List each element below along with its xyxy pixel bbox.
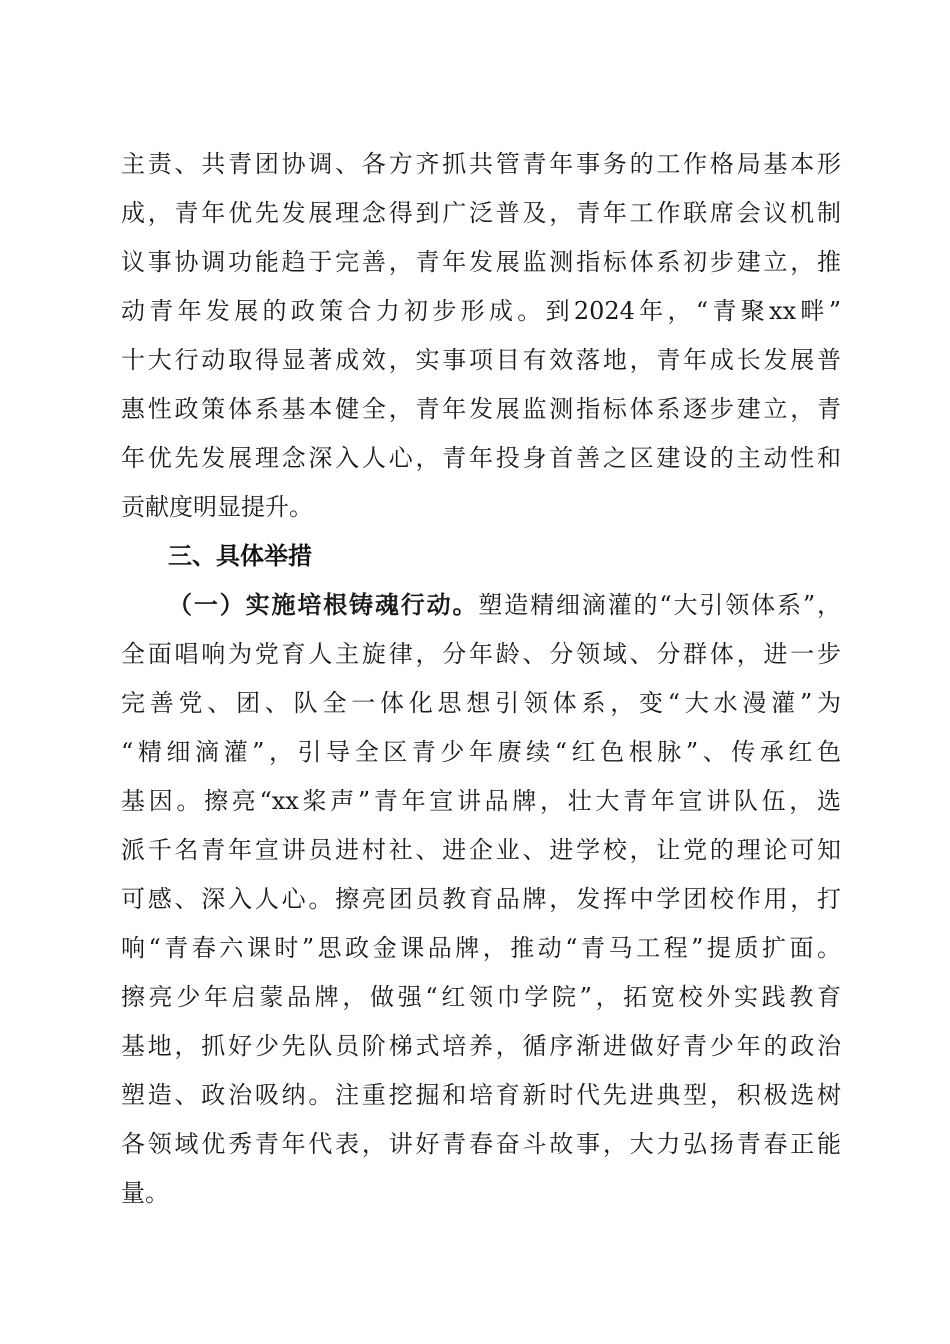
paragraph2-line-4: “精细滴灌”，引导全区青少年赓续“红色根脉”、传承红色 bbox=[121, 738, 841, 766]
paragraph1-line-1: 主责、共青团协调、各方齐抓共管青年事务的工作格局基本形 bbox=[121, 150, 841, 178]
paragraph2-first-line-text: 塑造精细滴灌的“大引领体系”， bbox=[478, 591, 842, 619]
paragraph2-line-7: 可感、深入人心。擦亮团员教育品牌，发挥中学团校作用，打 bbox=[121, 885, 841, 913]
paragraph1-line-2: 成，青年优先发展理念得到广泛普及，青年工作联席会议机制 bbox=[121, 199, 841, 227]
paragraph2-line-11: 塑造、政治吸纳。注重挖掘和培育新时代先进典型，积极选树 bbox=[121, 1081, 841, 1109]
paragraph2-line-1 bbox=[168, 589, 841, 621]
section-heading: 三、具体举措 bbox=[168, 542, 312, 570]
paragraph1-line-8: 贡献度明显提升。 bbox=[121, 493, 313, 521]
paragraph1-line-7: 年优先发展理念深入人心，青年投身首善之区建设的主动性和 bbox=[121, 444, 841, 472]
paragraph2-subtitle: （一）实施培根铸魂行动。 bbox=[168, 591, 479, 619]
paragraph2-line-9: 擦亮少年启蒙品牌，做强“红领巾学院”，拓宽校外实践教育 bbox=[121, 983, 841, 1011]
paragraph1-line-5: 十大行动取得显著成效，实事项目有效落地，青年成长发展普 bbox=[121, 346, 841, 374]
paragraph2-line-6: 派千名青年宣讲员进村社、进企业、进学校，让党的理论可知 bbox=[121, 836, 841, 864]
paragraph2-line-10: 基地，抓好少先队员阶梯式培养，循序渐进做好青少年的政治 bbox=[121, 1032, 841, 1060]
paragraph2-line-13: 量。 bbox=[121, 1179, 169, 1207]
paragraph1-line-3: 议事协调功能趋于完善，青年发展监测指标体系初步建立，推 bbox=[121, 248, 841, 276]
paragraph2-line-5: 基因。擦亮“xx桨声”青年宣讲品牌，壮大青年宣讲队伍，选 bbox=[121, 787, 841, 815]
paragraph2-line-2: 全面唱响为党育人主旋律，分年龄、分领域、分群体，进一步 bbox=[121, 640, 841, 668]
paragraph2-line-12: 各领域优秀青年代表，讲好青春奋斗故事，大力弘扬青春正能 bbox=[121, 1130, 841, 1158]
paragraph2-line-3: 完善党、团、队全一体化思想引领体系，变“大水漫灌”为 bbox=[121, 689, 841, 717]
paragraph1-line-4: 动青年发展的政策合力初步形成。到2024年，“青聚xx畔” bbox=[121, 297, 841, 325]
paragraph1-line-6: 惠性政策体系基本健全，青年发展监测指标体系逐步建立，青 bbox=[121, 395, 841, 423]
paragraph2-line-8: 响“青春六课时”思政金课品牌，推动“青马工程”提质扩面。 bbox=[121, 934, 841, 962]
